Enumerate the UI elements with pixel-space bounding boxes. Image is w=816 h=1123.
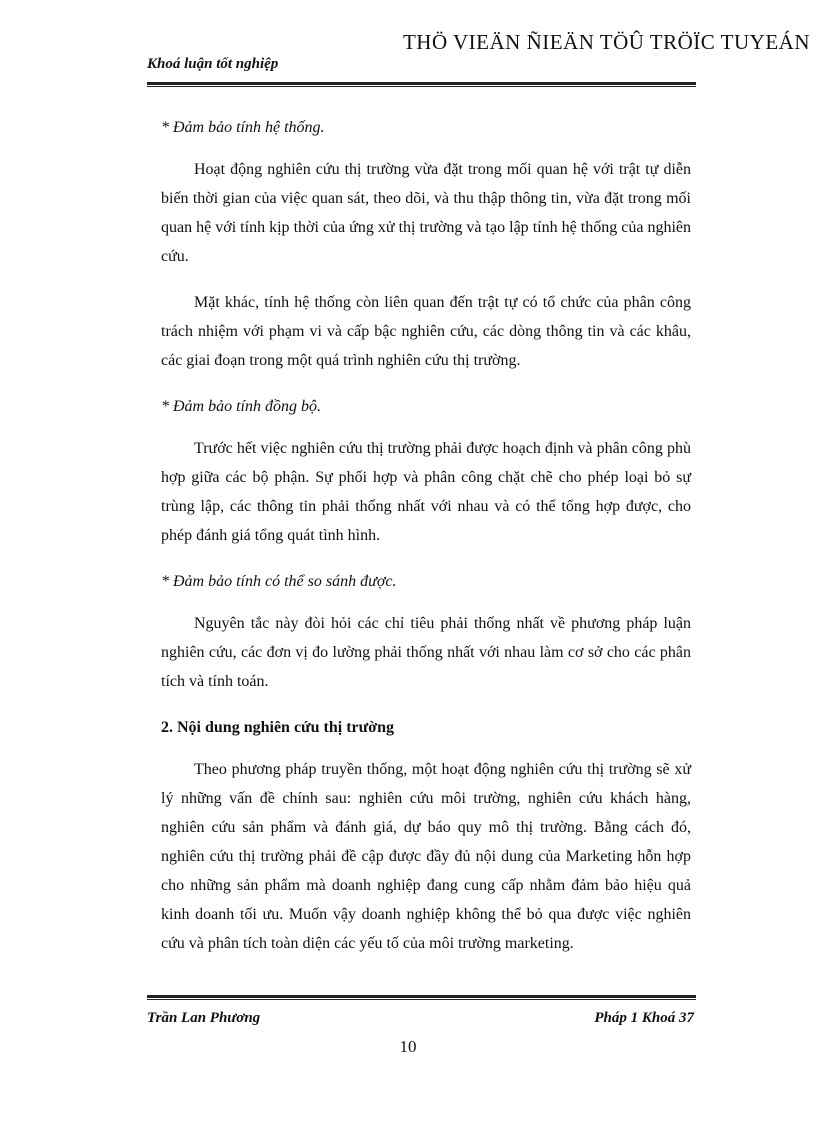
subheading-system: * Đảm bảo tính hệ thống. xyxy=(161,119,325,136)
footer-divider xyxy=(147,995,696,1000)
paragraph: Mặt khác, tính hệ thống còn liên quan đến trật tự có tổ chức của phân công trách nhiệm với phạm vi và cấp bậc nghiên cứu, các dòng thông tin và các khâu, các giai đoạn trong một quá trình nghiên cứu thị trường. xyxy=(161,294,691,369)
header-divider xyxy=(147,82,696,87)
footer-author: Trần Lan Phương xyxy=(147,1010,261,1026)
paragraph: Trước hết việc nghiên cứu thị trường phải được hoạch định và phân công phù hợp giữa các bộ phận. Sự phối hợp và phân công chặt chẽ cho phép loại bỏ sự trùng lập, các thông tin phải thống nhất với nhau và có thể tổng hợp được, cho phép đánh giá tổng quát tình hình. xyxy=(161,440,691,544)
header-title: Khoá luận tốt nghiệp xyxy=(147,56,279,72)
subheading-comparable: * Đảm bảo tính có thể so sánh được. xyxy=(161,573,397,590)
paragraph: Theo phương pháp truyền thống, một hoạt động nghiên cứu thị trường sẽ xử lý những vấn đề chính sau: nghiên cứu môi trường, nghiên cứu khách hàng, nghiên cứu sản phẩm và đánh giá, dự báo quy mô thị trường. Bằng cách đó, nghiên cứu thị trường phải đề cập được đầy đủ nội dung của Marketing hỗn hợp cho những sản phẩm mà doanh nghiệp đang cung cấp nhằm đảm bảo hiệu quả kinh doanh tối ưu. Muốn vậy doanh nghiệp không thể bỏ qua được việc nghiên cứu và phân tích toàn diện các yếu tố của môi trường marketing. xyxy=(161,761,691,952)
document-body xyxy=(161,113,691,975)
paragraph: Nguyên tắc này đòi hỏi các chỉ tiêu phải thống nhất về phương pháp luận nghiên cứu, các đơn vị đo lường phải thống nhất với nhau làm cơ sở cho các phân tích và tính toán. xyxy=(161,615,691,690)
footer-class: Pháp 1 Khoá 37 xyxy=(594,1010,694,1026)
subheading-sync: * Đảm bảo tính đồng bộ. xyxy=(161,398,321,415)
section-heading: 2. Nội dung nghiên cứu thị trường xyxy=(161,719,394,736)
paragraph: Hoạt động nghiên cứu thị trường vừa đặt trong mối quan hệ với trật tự diễn biến thời gian của việc quan sát, theo dõi, và thu thập thông tin, vừa đặt trong mối quan hệ với tính kịp thời của ứng xử thị trường và tạo lập tính hệ thống của nghiên cứu. xyxy=(161,161,691,265)
page-number: 10 xyxy=(399,1037,417,1056)
watermark-text: THÖ VIEÄN ÑIEÄN TÖÛ TRÖÏC TUYEÁN xyxy=(402,30,810,54)
